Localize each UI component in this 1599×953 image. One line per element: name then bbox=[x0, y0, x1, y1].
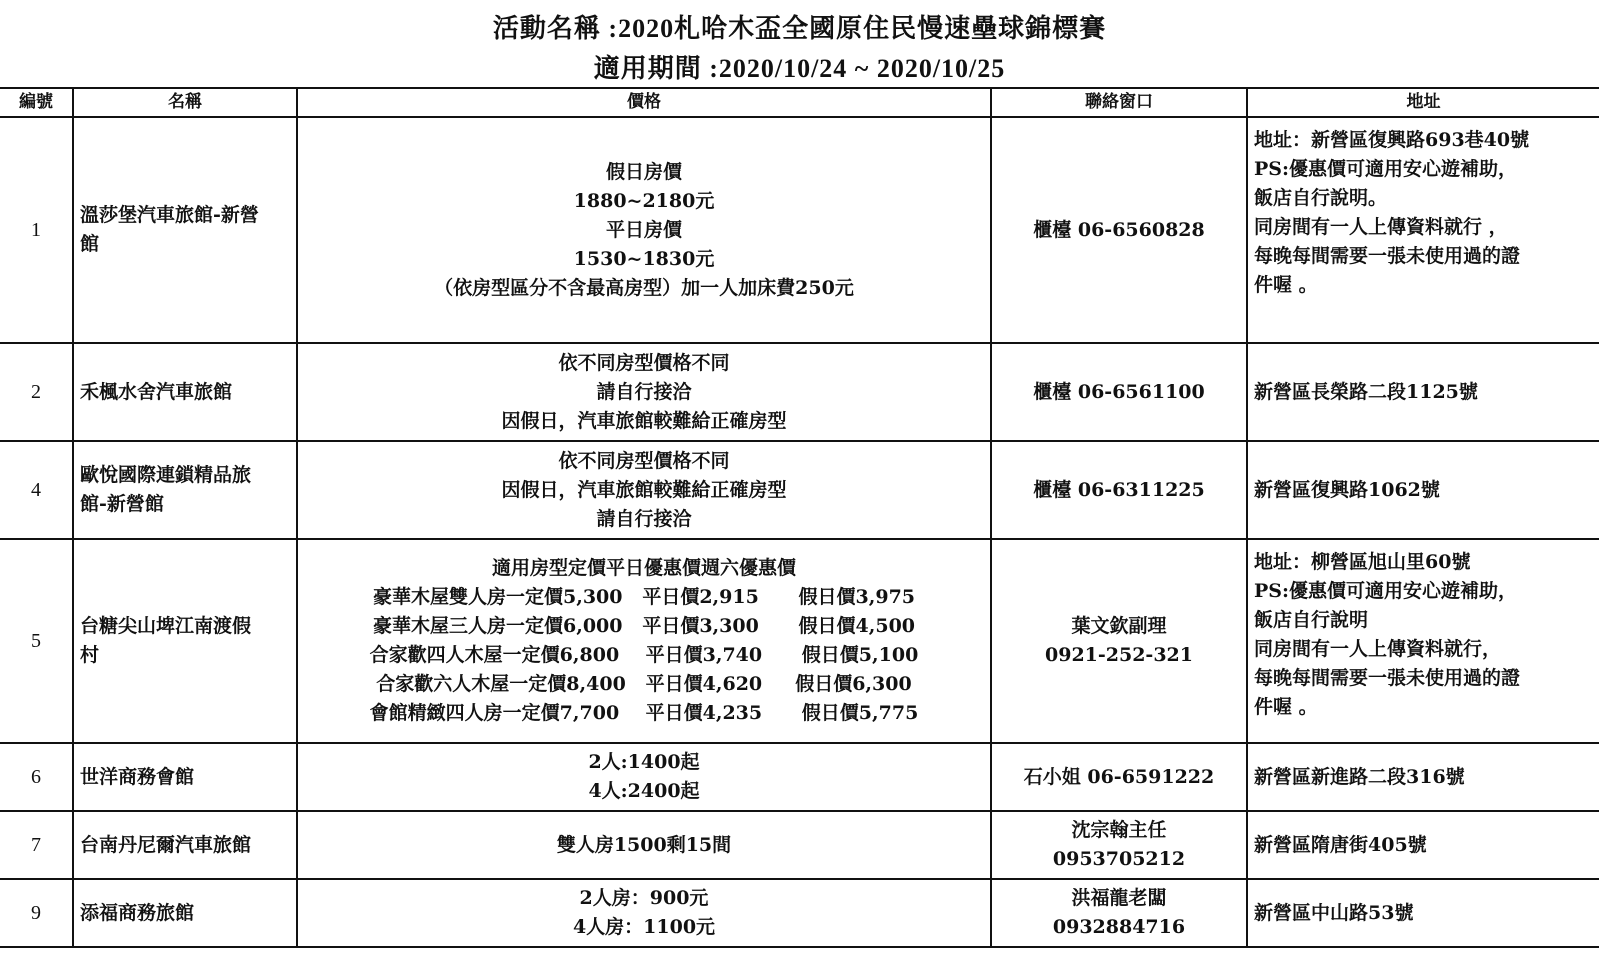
address-info bbox=[1247, 343, 1599, 441]
table-row bbox=[0, 441, 1599, 539]
period-subtitle: 適用期間 :2020/10/24 ~ 2020/10/25 bbox=[593, 54, 1006, 83]
contact-info bbox=[991, 343, 1247, 441]
address-line: 新營區長榮路二段1125號 bbox=[1254, 380, 1478, 403]
address-line: 每晚每間需要一張未使用過的證 bbox=[1254, 667, 1521, 689]
price-line: 4人:2400起 bbox=[588, 780, 700, 802]
table-row bbox=[0, 811, 1599, 879]
price-line: 會館精緻四人房一定價7,700 平日價4,235 假日價5,775 bbox=[369, 702, 919, 724]
name-line: 添福商務旅館 bbox=[80, 901, 195, 924]
contact-line: 沈宗翰主任 bbox=[1071, 819, 1167, 841]
name-line: 世洋商務會館 bbox=[80, 765, 195, 788]
address-line: 同房間有一人上傳資料就行， bbox=[1254, 638, 1502, 660]
table-header-row bbox=[0, 88, 1599, 117]
price-line: 4人房：1100元 bbox=[572, 916, 716, 938]
address-line: 件喔 。 bbox=[1254, 274, 1318, 296]
contact-line: 石小姐 06-6591222 bbox=[1023, 765, 1215, 788]
price-line: 平日房價 bbox=[605, 218, 682, 241]
price-line: 請自行接洽 bbox=[596, 507, 692, 530]
price-info bbox=[297, 117, 991, 343]
price-line: 適用房型定價平日優惠價週六優惠價 bbox=[491, 557, 796, 579]
hotel-name bbox=[73, 117, 297, 343]
hotel-name bbox=[73, 441, 297, 539]
table-row bbox=[0, 539, 1599, 743]
name-line: 歐悅國際連鎖精品旅 bbox=[80, 464, 252, 486]
contact-info bbox=[991, 879, 1247, 947]
address-line: 地址：新營區復興路693巷40號 bbox=[1254, 129, 1530, 151]
hotel-name bbox=[73, 343, 297, 441]
name-line: 館-新營館 bbox=[80, 493, 164, 515]
address-info bbox=[1247, 811, 1599, 879]
contact-line: 0921-252-321 bbox=[1045, 644, 1193, 666]
row-number: 7 bbox=[0, 811, 73, 879]
price-line: 雙人房1500剩15間 bbox=[556, 833, 732, 856]
table-row bbox=[0, 343, 1599, 441]
address-line: 每晚每間需要一張未使用過的證 bbox=[1254, 245, 1521, 267]
price-line: 2人房：900元 bbox=[579, 887, 709, 909]
contact-line: 櫃檯 06-6560828 bbox=[1033, 218, 1205, 241]
address-line: 件喔 。 bbox=[1254, 696, 1318, 718]
address-line: PS:優惠價可適用安心遊補助， bbox=[1254, 158, 1518, 180]
hotel-name bbox=[73, 879, 297, 947]
contact-info bbox=[991, 811, 1247, 879]
name-line: 禾楓水舍汽車旅館 bbox=[80, 380, 233, 403]
contact-line: 櫃檯 06-6311225 bbox=[1033, 478, 1205, 501]
table-row bbox=[0, 743, 1599, 811]
price-info bbox=[297, 879, 991, 947]
name-line: 村 bbox=[80, 644, 100, 666]
contact-info bbox=[991, 539, 1247, 743]
header-address: 地址 bbox=[1247, 88, 1599, 117]
price-line: 合家歡六人木屋一定價8,400 平日價4,620 假日價6,300 bbox=[376, 673, 912, 695]
address-line: 新營區復興路1062號 bbox=[1254, 478, 1440, 501]
row-number: 1 bbox=[0, 117, 73, 343]
table-row bbox=[0, 879, 1599, 947]
contact-info bbox=[991, 441, 1247, 539]
price-info bbox=[297, 743, 991, 811]
address-info bbox=[1247, 743, 1599, 811]
price-line: 1880~2180元 bbox=[573, 189, 715, 212]
price-line: 請自行接洽 bbox=[596, 380, 692, 403]
contact-line: 櫃檯 06-6561100 bbox=[1033, 380, 1205, 403]
price-line: 豪華木屋雙人房一定價5,300 平日價2,915 假日價3,975 bbox=[372, 586, 916, 608]
price-line: 因假日，汽車旅館較難給正確房型 bbox=[501, 409, 787, 432]
header-name: 名稱 bbox=[73, 88, 297, 117]
price-info bbox=[297, 539, 991, 743]
price-info bbox=[297, 441, 991, 539]
name-line: 台糖尖山埤江南渡假 bbox=[80, 615, 252, 637]
address-line: 新營區新進路二段316號 bbox=[1254, 765, 1465, 788]
address-info bbox=[1247, 441, 1599, 539]
row-number: 2 bbox=[0, 343, 73, 441]
address-info bbox=[1247, 539, 1599, 743]
row-number: 9 bbox=[0, 879, 73, 947]
header-contact: 聯絡窗口 bbox=[991, 88, 1247, 117]
price-line: 因假日，汽車旅館較難給正確房型 bbox=[501, 478, 787, 501]
contact-line: 洪福龍老闆 bbox=[1071, 887, 1167, 909]
contact-info bbox=[991, 117, 1247, 343]
price-line: （依房型區分不含最高房型）加一人加床費250元 bbox=[434, 276, 854, 299]
price-line: 1530~1830元 bbox=[573, 247, 715, 270]
price-line: 2人:1400起 bbox=[588, 751, 700, 773]
address-line: 新營區中山路53號 bbox=[1254, 901, 1414, 924]
name-line: 溫莎堡汽車旅館-新營 bbox=[80, 204, 259, 226]
page-title: 活動名稱 :2020札哈木盃全國原住民慢速壘球錦標賽 bbox=[492, 14, 1107, 43]
hotel-name bbox=[73, 539, 297, 743]
row-number: 6 bbox=[0, 743, 73, 811]
contact-line: 0953705212 bbox=[1052, 848, 1186, 870]
header-price: 價格 bbox=[297, 88, 991, 117]
price-info bbox=[297, 343, 991, 441]
name-line: 台南丹尼爾汽車旅館 bbox=[80, 833, 252, 856]
address-line: 地址：柳營區旭山里60號 bbox=[1254, 551, 1471, 573]
price-line: 合家歡四人木屋一定價6,800 平日價3,740 假日價5,100 bbox=[369, 644, 919, 666]
hotel-name bbox=[73, 743, 297, 811]
address-line: 新營區隋唐街405號 bbox=[1254, 833, 1427, 856]
address-line: PS:優惠價可適用安心遊補助， bbox=[1254, 580, 1518, 602]
row-number: 4 bbox=[0, 441, 73, 539]
price-line: 假日房價 bbox=[605, 160, 682, 183]
contact-line: 葉文欽副理 bbox=[1071, 615, 1167, 637]
row-number: 5 bbox=[0, 539, 73, 743]
address-line: 飯店自行說明 bbox=[1254, 609, 1369, 631]
address-info bbox=[1247, 879, 1599, 947]
price-line: 依不同房型價格不同 bbox=[558, 449, 730, 472]
address-line: 同房間有一人上傳資料就行 ， bbox=[1254, 216, 1508, 238]
name-line: 館 bbox=[80, 233, 100, 255]
address-info bbox=[1247, 117, 1599, 343]
price-line: 豪華木屋三人房一定價6,000 平日價3,300 假日價4,500 bbox=[372, 615, 916, 637]
price-line: 依不同房型價格不同 bbox=[558, 351, 730, 374]
header-no: 編號 bbox=[0, 88, 73, 117]
table-row bbox=[0, 117, 1599, 343]
hotel-table bbox=[0, 87, 1599, 948]
contact-info bbox=[991, 743, 1247, 811]
hotel-name bbox=[73, 811, 297, 879]
price-info bbox=[297, 811, 991, 879]
address-line: 飯店自行說明。 bbox=[1254, 187, 1388, 209]
contact-line: 0932884716 bbox=[1052, 916, 1186, 938]
